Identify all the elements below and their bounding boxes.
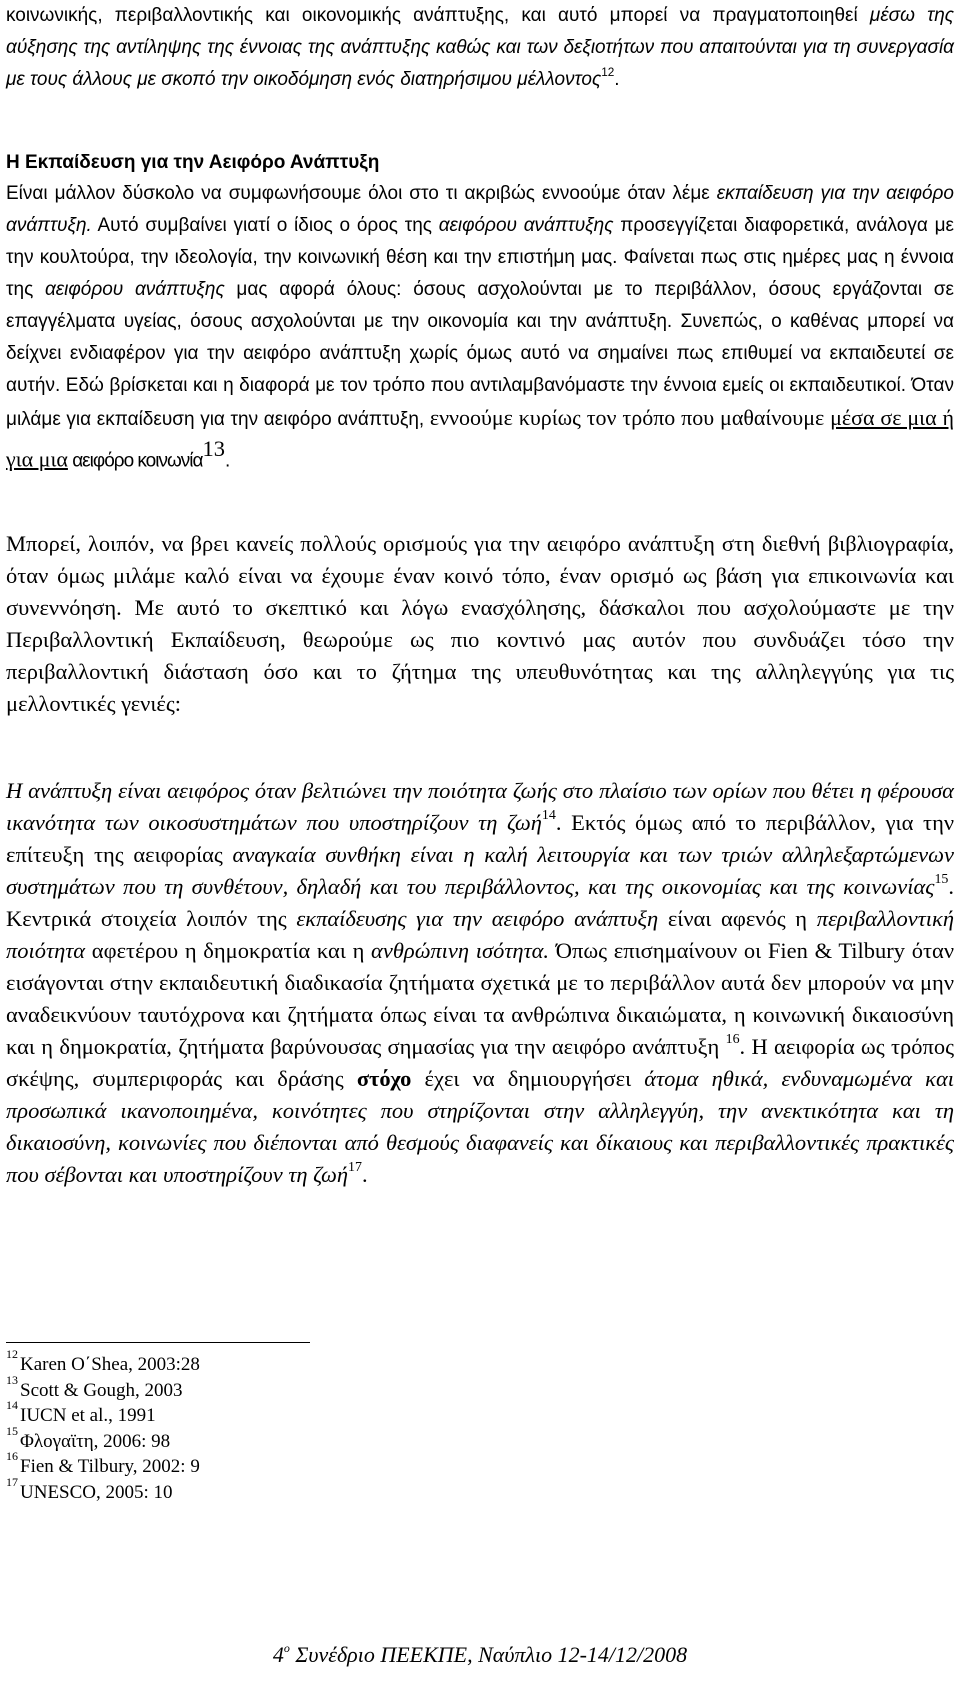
footnote-item: $^{13}$ Scott & Gough, 2003 [6, 1372, 183, 1401]
footnotes-list [6, 1347, 606, 1505]
footnote-ref-15[interactable]: 15 [934, 872, 949, 888]
footnote-ref-12[interactable]: 12 [601, 65, 615, 79]
footnote-item: $^{14}$ IUCN et al., 1991 [6, 1398, 156, 1426]
section-paragraph-1: Είναι μάλλον δύσκολο να συμφωνήσουμε όλοι στο τι ακριβώς εννοούμε όταν λέμε εκπαίδευση για την αειφόρο ανάπτυξη. Αυτό συμβαίνει γιατί ο ίδιος ο όρος της αειφόρου ανάπτυξης προσεγγίζεται διαφορετικά, ανάλογα με την κουλτούρα, την ιδεολογία, την κοινωνική θέση και την επιστήμη μας. Φαίνεται πως στις ημέρες μας η έννοια της αειφόρου ανάπτυξης μας αφορά όλους: όσους ασχολούνται με το περιβάλλον, όσους εργάζονται σε επαγγέλματα υγείας, όσους ασχολούνται με την οικονομία και την ανάπτυξη. Συνεπώς, ο καθένας μπορεί να δείχνει ενδιαφέρον για την αειφόρο ανάπτυξη χωρίς όμως αυτό να σημαίνει πως επιθυμεί να εκπαιδευτεί σε αυτήν. Εδώ βρίσκεται και η διαφορά με τον τρόπο που αντιλαμβανόμαστε την έννοια εμείς οι εκπαιδευτικοί. Όταν μιλάμε για εκπαίδευση για την αειφόρο ανάπτυξη, εννοούμε κυρίως τον τρόπο που μαθαίνουμε μέσα σε μια ή για μια αειφόρο κοινωνία$^{13}$. [6, 183, 954, 472]
footnote-divider [6, 1342, 310, 1343]
underlined-phrase: μέσα σε μια ή για μια [6, 405, 954, 472]
intro-text: κοινωνικής, περιβαλλοντικής και οικονομικής ανάπτυξης, και αυτό μπορεί να πραγματοποιηθεί [6, 5, 870, 26]
footnote-item: $^{15}$ Φλογαϊτη, 2006: 98 [6, 1423, 171, 1452]
footnote-ref-13[interactable]: 13 [202, 435, 226, 461]
paragraph-3: Η ανάπτυξη είναι αειφόρος όταν βελτιώνει την ποιότητα ζωής στο πλαίσιο των ορίων που θέτει η φέρουσα ικανότητα των οικοσυστημάτων που υποστηρίζουν τη ζωή$^{14}$. Εκτός όμως από το περιβάλλον, για την επίτευξη της αειφορίας αναγκαία συνθήκη είναι η καλή λειτουργία και των τριών αλληλεξαρτώμενων συστημάτων που τη συνθέτουν, δηλαδή και του περιβάλλοντος, και της οικονομίας και της κοινωνίας$^{15}$. Κεντρικά στοιχεία λοιπόν της εκπαίδευσης για την αειφόρο ανάπτυξη είναι αφενός η περιβαλλοντική ποιότητα αφετέρου η δημοκρατία και η ανθρώπινη ισότητα. Όπως επισημαίνουν οι Fien & Tilbury όταν εισάγονται στην εκπαιδευτική διαδικασία ζητήματα σχετικά με το περιβάλλον αυτά δεν μπορούν να μην αναδεικνύουν ταυτόχρονα και ζητήματα όπως είναι τα ανθρώπινα δικαιώματα, η κοινωνική δικαιοσύνη και η δημοκρατία, ζητήματα βαρύνουσας σημασίας για την αειφόρο ανάπτυξη $^{16}$. Η αειφορία ως τρόπος σκέψης, συμπεριφοράς και δράσης στόχο έχει να δημιουργήσει άτομα ηθικά, ενδυναμωμένα και προσωπικά ικανοποιημένα, κοινότητες που στηρίζονται στην αλληλεγγύη, την ανεκτικότητα και τη δικαιοσύνη, κοινωνίες που διέπονται από θεσμούς διαφανείς και δίκαιους και περιβαλλοντικές πρακτικές που σέβονται και υποστηρίζουν τη ζωή$^{17}$. [6, 778, 955, 1187]
footnote-item: $^{17}$ UNESCO, 2005: 10 [6, 1474, 173, 1503]
intro-italic: μέσω της αύξησης της αντίληψης της έννοιας της ανάπτυξης καθώς και των δεξιοτήτων που απαιτούνται για τη συνεργασία με τους άλλους με σκοπό την οικοδόμηση ενός διατηρήσιμου μέλλοντος [6, 5, 955, 90]
footnote-item: $^{16}$ Fien & Tilbury, 2002: 9 [6, 1449, 200, 1477]
footnote-ref-17[interactable]: 17 [348, 1160, 362, 1176]
footnote-ref-14[interactable]: 14 [541, 808, 556, 824]
page-footer: $4^o$ Συνέδριο ΠΕΕΚΠΕ, Ναύπλιο 12-14/12/2008 [272, 1640, 688, 1667]
section-heading: Η Εκπαίδευση για την Αειφόρο Ανάπτυξη [6, 152, 380, 173]
footnote-ref-16[interactable]: 16 [725, 1032, 740, 1048]
footnote-item: $^{12}$ Karen O΄Shea, 2003:28 [6, 1347, 200, 1375]
intro-paragraph: κοινωνικής, περιβαλλοντικής και οικονομικής ανάπτυξης, και αυτό μπορεί να πραγματοποιηθεί μέσω της αύξησης της αντίληψης της έννοιας της ανάπτυξης καθώς και των δεξιοτήτων που απαιτούνται για τη συνεργασία με τους άλλους με σκοπό την οικοδόμηση ενός διατηρήσιμου μέλλοντος$^{12}$. [6, 5, 955, 90]
paragraph-2: Μπορεί, λοιπόν, να βρει κανείς πολλούς ορισμούς για την αειφόρο ανάπτυξη στη διεθνή βιβλιογραφία, όταν όμως μιλάμε καλό είναι να έχουμε έναν κοινό τόπο, έναν ορισμό ως βάση για επικοινωνία και συνεννόηση. Με αυτό το σκεπτικό και λόγω ενασχόλησης, δάσκαλοι που ασχολούμαστε με την Περιβαλλοντική Εκπαίδευση, θεωρούμε ως πιο κοντινό μας αυτόν που συνδυάζει τόσο την περιβαλλοντική διάσταση όσο και το ζήτημα της υπευθυνότητας και της αλληλεγγύης για τις μελλοντικές γενιές: [6, 531, 954, 716]
